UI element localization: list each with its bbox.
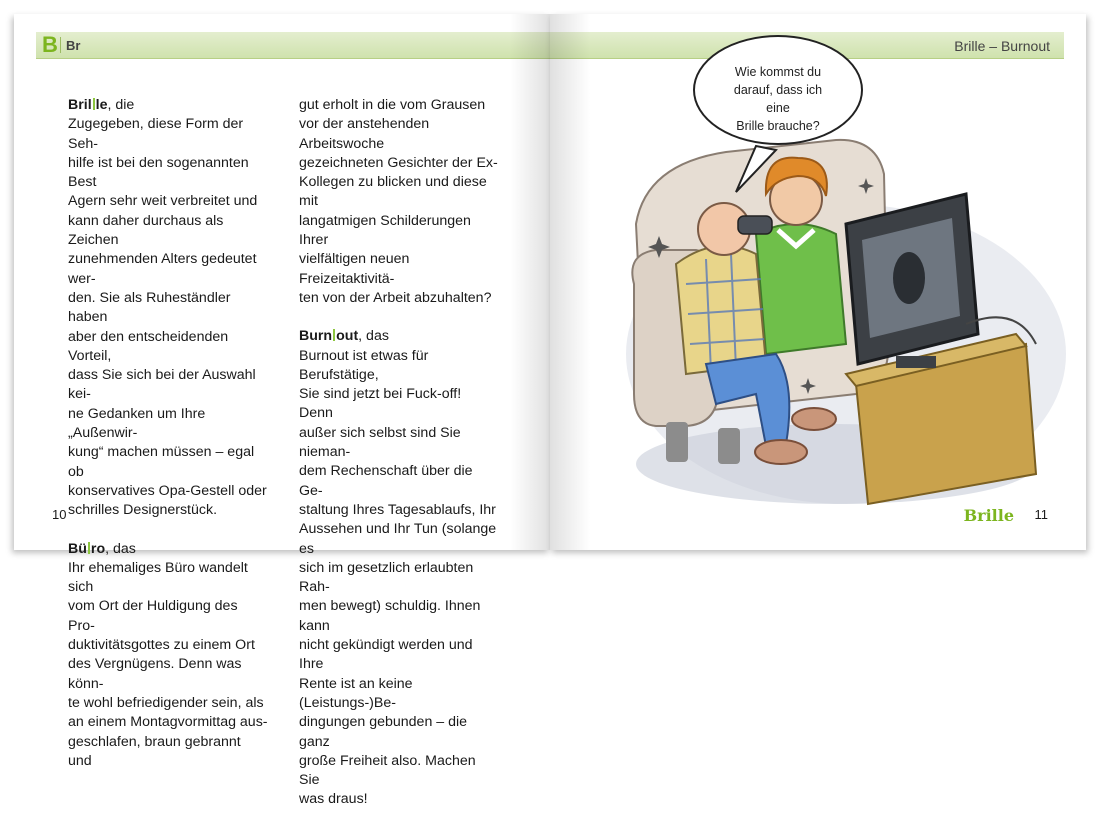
binoculars-icon [738,216,772,234]
page-number-right: 11 [1034,507,1048,522]
dictionary-entry-buero [68,540,268,772]
headword: Bü ro [68,540,106,557]
syllable-divider [93,98,95,110]
headword-grammar: , das [105,540,136,557]
entry-text: Burnout ist etwas für Berufstätige, Sie sind jetzt bei Fuck-off! Denn außer sich selbst sind Sie nieman- dem Rechenschaft über die Ge- staltung Ihres Tagesablaufs, Ihr Aussehen und Ihr Tun (solange es sich im gesetzlich erlaubten Rah- men bewegt) schuldig. Ihnen kann nicht gekündigt werden und Ihre Rente ist an keine (Leistungs-)Be- dingungen gebunden – die ganz große Freiheit also. Machen Sie was draus! [299,347,497,808]
register-subletters: Br [66,38,81,53]
right-page [550,14,1086,550]
chair-leg [718,428,740,464]
left-page [14,14,550,808]
headword-grammar: , das [358,328,389,345]
dictionary-entry-brille [68,96,268,521]
running-head: Brille – Burnout [954,38,1050,54]
headword: Burn out [299,328,359,345]
headword: Bril le [68,97,108,113]
slipper [792,408,836,430]
register-letter: B [42,32,58,57]
book-spread [14,14,1086,808]
page-number-left: 10 [52,507,67,522]
entry-continuation [299,96,499,308]
text-column-2 [299,96,499,829]
entry-text: gut erholt in die vom Grausen vor der anstehenden Arbeitswoche gezeichneten Gesichter der Ex- Kollegen zu blicken und diese mit langatmigen Schilderungen Ihrer vielfältigen neuen Freizeitaktivitä- ten von der Arbeit abzuhalten? [299,97,498,306]
header-rule [36,58,550,59]
gutter-shadow [510,14,550,550]
tv-image [893,252,925,304]
register-separator [60,37,61,53]
headword-grammar: , die [107,97,135,113]
dictionary-entry-burnout [299,327,499,809]
tv-stand [896,356,936,368]
entry-text: Ihr ehemaliges Büro wandelt sich vom Ort der Huldigung des Pro- duktivitätsgottes zu einem Ort des Vergnügens. Denn was könn- te wohl befriedigender sein, als an einem Montagvormittag aus- geschlafen, braun gebrannt und [68,559,268,769]
gutter-shadow [550,14,590,550]
speech-bubble-text: Wie kommst du darauf, dass ich eine Brille brauche? [733,65,823,133]
entry-text: Zugegeben, diese Form der Seh- hilfe ist bei den sogenannten Best Agern sehr weit verbreitet und kann daher durchaus als Zeichen zunehmenden Alters gedeutet wer- den. Sie als Ruheständler haben aber den entscheidenden Vorteil, dass Sie sich bei der Auswahl kei- ne Gedanken um Ihre „Außenwir- kung“ machen müssen – egal ob konservatives Opa-Gestell oder schrilles Designerstück. [68,116,267,519]
cartoon-illustration [606,54,1066,514]
syllable-divider [333,329,335,341]
chair-leg [666,422,688,462]
header-band [36,32,550,58]
slipper [755,440,807,464]
text-column-1 [68,96,268,790]
syllable-divider [88,542,90,554]
running-word: Brille [963,506,1014,525]
